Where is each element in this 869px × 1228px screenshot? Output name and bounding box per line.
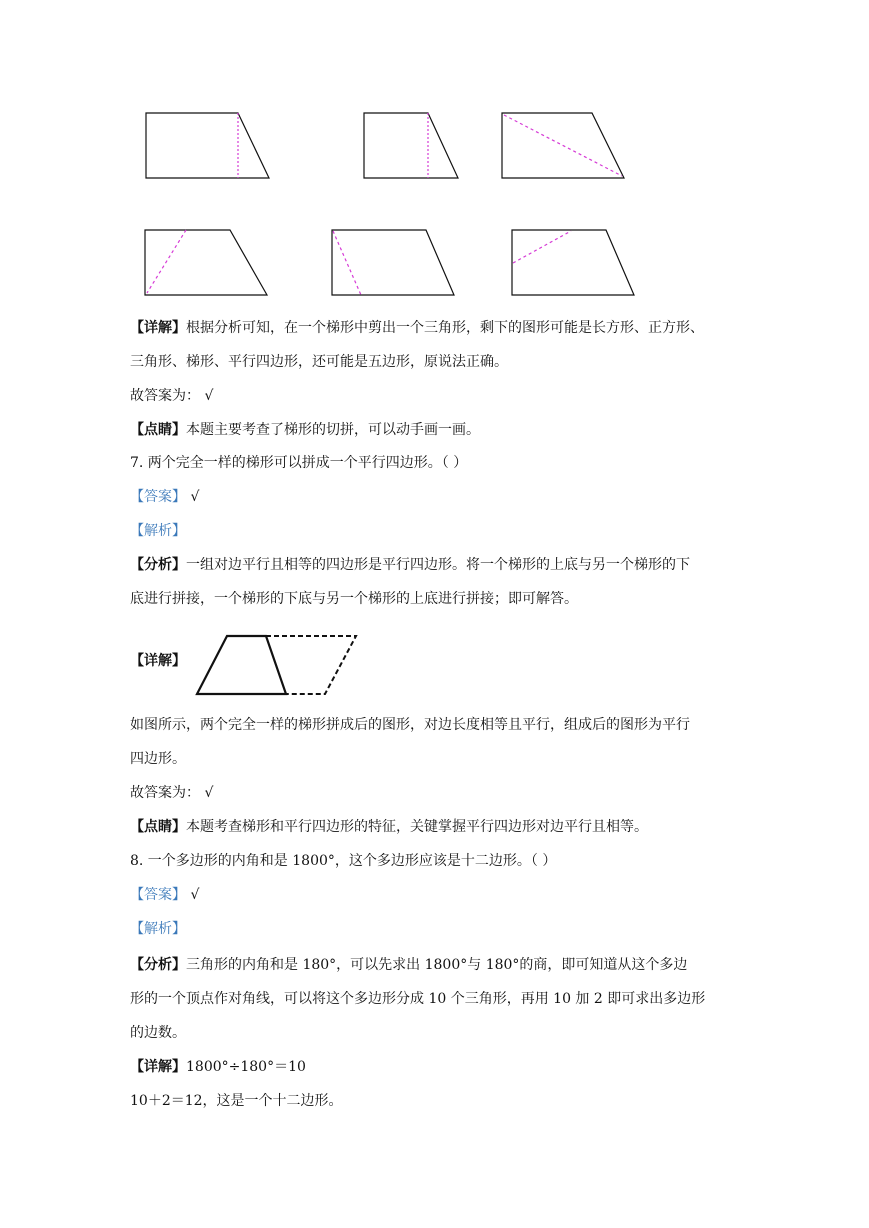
tip-label: 【点睛】 [130, 422, 186, 438]
tip-text: 本题主要考查了梯形的切拼，可以动手画一画。 [186, 422, 480, 438]
q8-question: 8. 一个多边形的内角和是 1800°，这个多边形应该是十二边形。（ ） [130, 853, 557, 869]
q8-detail-line1 [130, 1057, 750, 1077]
q6-detail-line1 [130, 318, 750, 338]
q8-analysis-label: 【解析】 [130, 921, 186, 937]
trapezoid-cut-figure-5 [327, 225, 461, 301]
detail-label: 【详解】 [130, 653, 186, 669]
q6-tip [130, 420, 750, 440]
tip-label: 【点睛】 [130, 819, 186, 835]
q8-detail-line2: 10＋2＝12，这是一个十二边形。 [130, 1093, 343, 1109]
q6-detail-line2: 三角形、梯形、平行四边形，还可能是五边形，原说法正确。 [130, 354, 508, 370]
q7-detail-line1: 如图所示，两个完全一样的梯形拼成后的图形，对边长度相等且平行，组成后的图形为平行 [130, 717, 690, 733]
answer-label: 【答案】 [130, 489, 186, 505]
answer-mark: √ [186, 887, 200, 903]
q7-tip [130, 817, 750, 837]
answer-label: 【答案】 [130, 887, 186, 903]
trapezoid-cut-figure-2 [358, 108, 468, 184]
q6-answer: 故答案为： √ [130, 388, 214, 404]
trapezoid-cut-figure-4 [140, 225, 274, 301]
q7-fenxi-line2: 底进行拼接，一个梯形的下底与另一个梯形的上底进行拼接；即可解答。 [130, 591, 578, 607]
q8-fenxi-line3: 的边数。 [130, 1025, 186, 1041]
q8-answer-row [130, 885, 750, 905]
detail-text: 1800°÷180°＝10 [186, 1059, 306, 1075]
answer-mark: √ [186, 489, 200, 505]
tip-text: 本题考查梯形和平行四边形的特征，关键掌握平行四边形对边平行且相等。 [186, 819, 648, 835]
q7-answer-row [130, 487, 750, 507]
detail-label: 【详解】 [130, 320, 186, 336]
detail-text: 根据分析可知，在一个梯形中剪出一个三角形，剩下的图形可能是长方形、正方形、 [186, 320, 704, 336]
q7-answer-final: 故答案为： √ [130, 785, 214, 801]
q8-fenxi-line2: 形的一个顶点作对角线，可以将这个多边形分成 10 个三角形，再用 10 加 2 即可求出多边形 [130, 991, 706, 1007]
trapezoid-parallelogram-figure [192, 630, 362, 700]
trapezoid-cut-figure-3 [496, 108, 632, 184]
q7-detail-line2: 四边形。 [130, 751, 186, 767]
q7-question: 7. 两个完全一样的梯形可以拼成一个平行四边形。（ ） [130, 455, 468, 471]
fenxi-label: 【分析】 [130, 557, 186, 573]
fenxi-text: 一组对边平行且相等的四边形是平行四边形。将一个梯形的上底与另一个梯形的下 [186, 557, 690, 573]
fenxi-text: 三角形的内角和是 180°，可以先求出 1800°与 180°的商，即可知道从这个多边 [186, 957, 688, 973]
detail-label: 【详解】 [130, 1059, 186, 1075]
q7-analysis-label: 【解析】 [130, 523, 186, 539]
q7-fenxi-line1 [130, 555, 750, 575]
trapezoid-cut-figure-6 [507, 225, 641, 301]
q8-fenxi-line1 [130, 955, 750, 975]
trapezoid-cut-figure-1 [140, 108, 280, 184]
fenxi-label: 【分析】 [130, 957, 186, 973]
